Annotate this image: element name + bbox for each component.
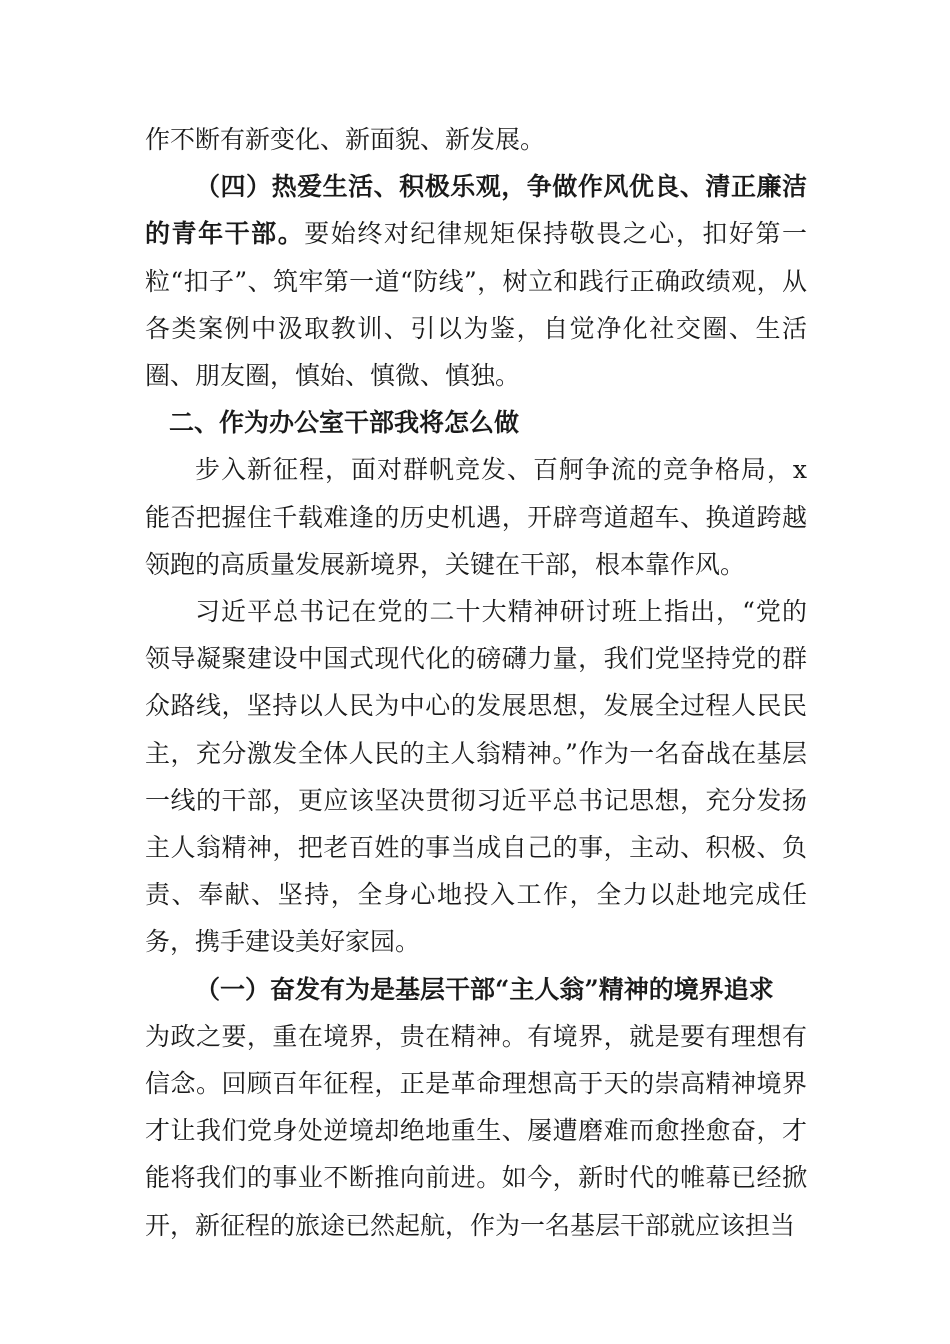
paragraph-governance (145, 1013, 807, 1249)
subheading-text: （一）奋发有为是基层干部“主人翁”精神的境界追求 (195, 974, 774, 1004)
paragraph-quote (145, 588, 807, 966)
paragraph-continuation (145, 116, 807, 163)
section-four-body: 要始终对纪律规矩保持敬畏之心，扣好第一粒“扣子”、筑牢第一道“防线”，树立和践行正确政绩观，从各类案例中汲取教训、引以为鉴，自觉净化社交圈、生活圈、朋友圈，慎始、慎微、慎独。 (145, 219, 807, 391)
paragraph-text: 习近平总书记在党的二十大精神研讨班上指出，“党的领导凝聚建设中国式现代化的磅礴力量，我们党坚持党的群众路线，坚持以人民为中心的发展思想，发展全过程人民民主，充分激发全体人民的主人翁精神。”作为一名奋战在基层一线的干部，更应该坚决贯彻习近平总书记思想，充分发扬主人翁精神，把老百姓的事当成自己的事，主动、积极、负责、奉献、坚持，全身心地投入工作，全力以赴地完成任务，携手建设美好家园。 (145, 597, 807, 957)
paragraph-text: 步入新征程，面对群帆竞发、百舸争流的竞争格局，x能否把握住千载难逢的历史机遇，开辟弯道超车、换道跨越领跑的高质量发展新境界，关键在干部，根本靠作风。 (145, 455, 807, 579)
paragraph-section-four (145, 163, 807, 399)
paragraph-text: 为政之要，重在境界，贵在精神。有境界，就是要有理想有信念。回顾百年征程，正是革命理想高于天的崇高精神境界才让我们党身处逆境却绝地重生、屡遭磨难而愈挫愈奋，才能将我们的事业不断推向前进。如今，新时代的帷幕已经掀开，新征程的旅途已然起航，作为一名基层干部就应该担当 (145, 1021, 807, 1240)
paragraph-text: 作不断有新变化、新面貌、新发展。 (145, 125, 546, 154)
document-body (145, 116, 807, 1249)
paragraph-new-journey (145, 446, 807, 588)
heading-text: 二、作为办公室干部我将怎么做 (169, 408, 520, 438)
heading-section-two (145, 399, 807, 446)
subheading-section-one (145, 966, 807, 1013)
section-four-title: （四）热爱生活、积极乐观，争做作风优良、清正廉洁的青年干部。 (145, 172, 807, 249)
